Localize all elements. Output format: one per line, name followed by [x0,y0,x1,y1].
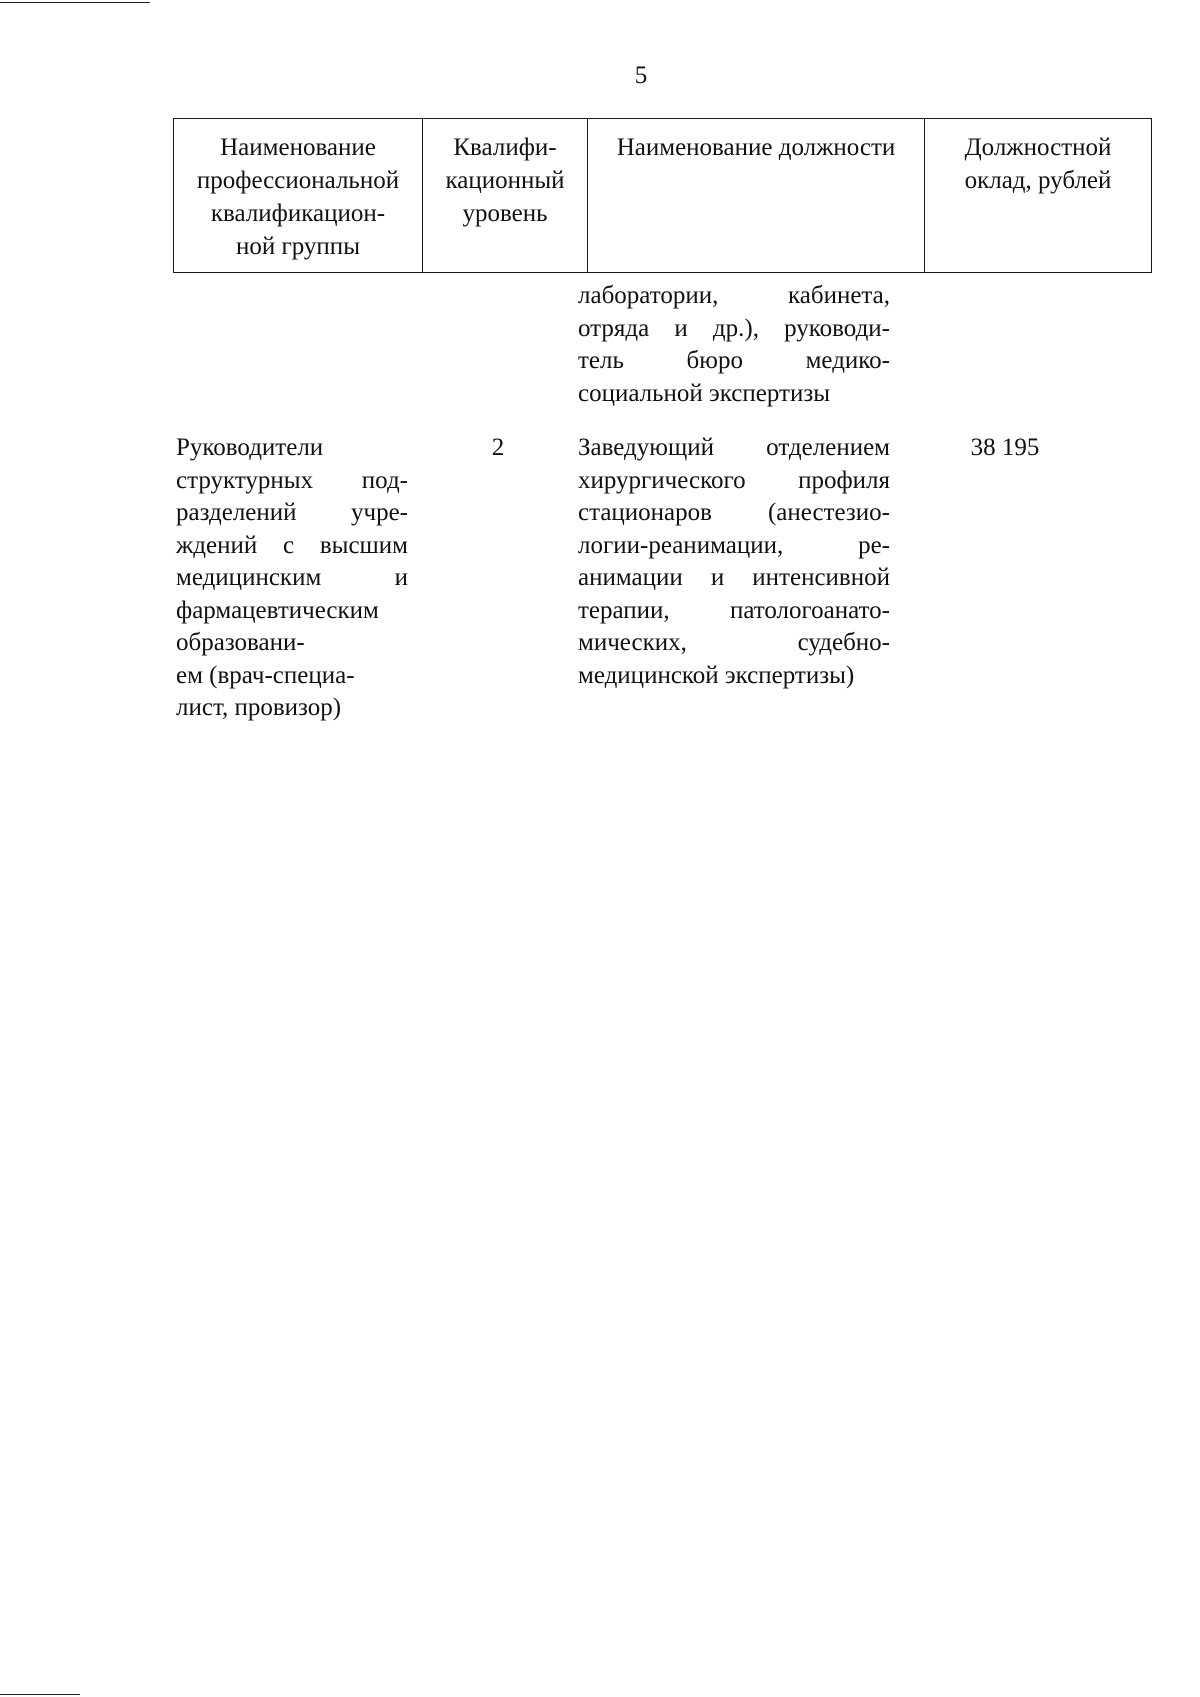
text-line: анимации и интенсивной [578,564,890,591]
header-line: Наименование должности [616,134,896,161]
text-line: ждений с высшим [176,531,408,559]
header-qualification-level [423,119,588,273]
header-line: кационный [445,167,565,194]
header-salary [925,119,1152,273]
page-number: 5 [634,62,648,89]
text-line: мических, судебно- [578,629,890,656]
text-line: медицинским и [176,564,408,591]
continued-position-text [578,280,890,410]
text-line: социальной экспертизы [578,379,831,407]
header-line: ной группы [236,233,360,260]
text-line: хирургического профиля [578,466,890,494]
text-line: отряда и др.), руководи- [578,314,890,342]
text-line: лаборатории, кабинета, [578,282,890,309]
table-header [173,118,1152,273]
qualification-level-value: 2 [491,434,505,461]
text-line: структурных под- [176,466,408,494]
text-line: фармацевтическим [176,596,379,624]
text-line: образовани- [176,629,305,656]
position-name-cell [578,432,890,692]
text-line: лист, провизор) [176,694,342,721]
group-name-cell [176,432,408,725]
table-header-row [174,119,1152,273]
header-line: Квалифи- [453,134,557,161]
header-line: профессиональной [196,167,400,194]
text-line: терапии, патологоанато- [578,596,890,624]
text-line: ем (врач-специа- [176,661,355,689]
header-line: оклад, рублей [964,167,1112,194]
text-line: Руководители [176,434,324,461]
header-line: Наименование [220,134,376,161]
text-line: тель бюро медико- [578,347,890,374]
text-line: разделений учре- [176,499,408,526]
text-line: медицинской экспертизы) [578,661,855,689]
scan-edge-bottom [0,1694,80,1695]
header-line: квалификацион- [210,200,386,227]
header-line: Должностной [964,134,1112,161]
header-position-name [588,119,925,273]
text-line: Заведующий отделением [578,434,890,461]
salary-value: 38 195 [970,434,1040,461]
header-group-name [174,119,423,273]
scan-edge-top [0,2,150,3]
text-line: стационаров (анестезио- [578,499,890,526]
text-line: логии-реанимации, ре- [578,531,890,559]
header-line: уровень [462,200,548,227]
